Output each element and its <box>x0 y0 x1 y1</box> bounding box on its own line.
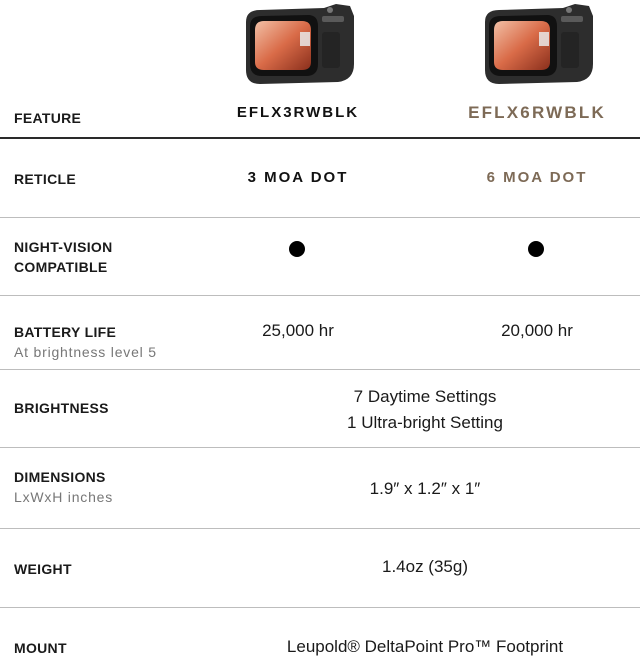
mount-value: Leupold® DeltaPoint Pro™ Footprint <box>286 637 564 656</box>
row-label-night-vision-line2: COMPATIBLE <box>14 259 108 275</box>
table-row-dimensions <box>0 448 640 529</box>
dimensions-title: DIMENSIONS <box>14 469 106 485</box>
row-label-battery-life <box>14 322 157 362</box>
table-row-night-vision <box>0 218 640 296</box>
dimensions-value: 1.9″ x 1.2″ x 1″ <box>369 479 481 498</box>
battery-value-eflx3: 25,000 hr <box>262 321 334 340</box>
row-label-brightness: BRIGHTNESS <box>14 400 109 416</box>
table-row-battery-life <box>0 296 640 370</box>
product-column-eflx6 <box>437 0 637 138</box>
row-label-reticle: RETICLE <box>14 171 76 187</box>
battery-value-eflx6: 20,000 hr <box>501 321 573 340</box>
row-label-night-vision-line1: NIGHT-VISION <box>14 239 113 255</box>
brightness-line-1: 7 Daytime Settings <box>353 387 497 406</box>
red-dot-sight-image <box>238 2 358 88</box>
row-label-mount: MOUNT <box>14 640 67 656</box>
table-row-reticle <box>0 139 640 218</box>
brightness-line-2: 1 Ultra-bright Setting <box>347 413 503 432</box>
battery-life-title: BATTERY LIFE <box>14 324 117 340</box>
brightness-value <box>220 384 630 436</box>
row-label-night-vision <box>14 237 113 277</box>
table-row-weight <box>0 529 640 608</box>
feature-column-heading: FEATURE <box>14 110 82 126</box>
table-row-brightness <box>0 370 640 448</box>
reticle-value-eflx3: 3 MOA DOT <box>247 169 349 186</box>
filled-dot-icon <box>289 241 305 257</box>
product-column-eflx3 <box>198 0 398 138</box>
reticle-value-eflx6: 6 MOA DOT <box>486 169 588 186</box>
table-header <box>0 0 640 138</box>
model-name-eflx3: EFLX3RWBLK <box>236 104 360 121</box>
red-dot-sight-image <box>477 2 597 88</box>
dimensions-subtitle: LxWxH inches <box>14 489 114 505</box>
row-label-dimensions <box>14 467 113 507</box>
table-row-mount <box>0 608 640 659</box>
model-name-eflx6: EFLX6RWBLK <box>468 103 606 122</box>
weight-value: 1.4oz (35g) <box>382 557 468 576</box>
battery-life-subtitle: At brightness level 5 <box>14 344 157 360</box>
row-label-weight: WEIGHT <box>14 561 72 577</box>
filled-dot-icon <box>528 241 544 257</box>
